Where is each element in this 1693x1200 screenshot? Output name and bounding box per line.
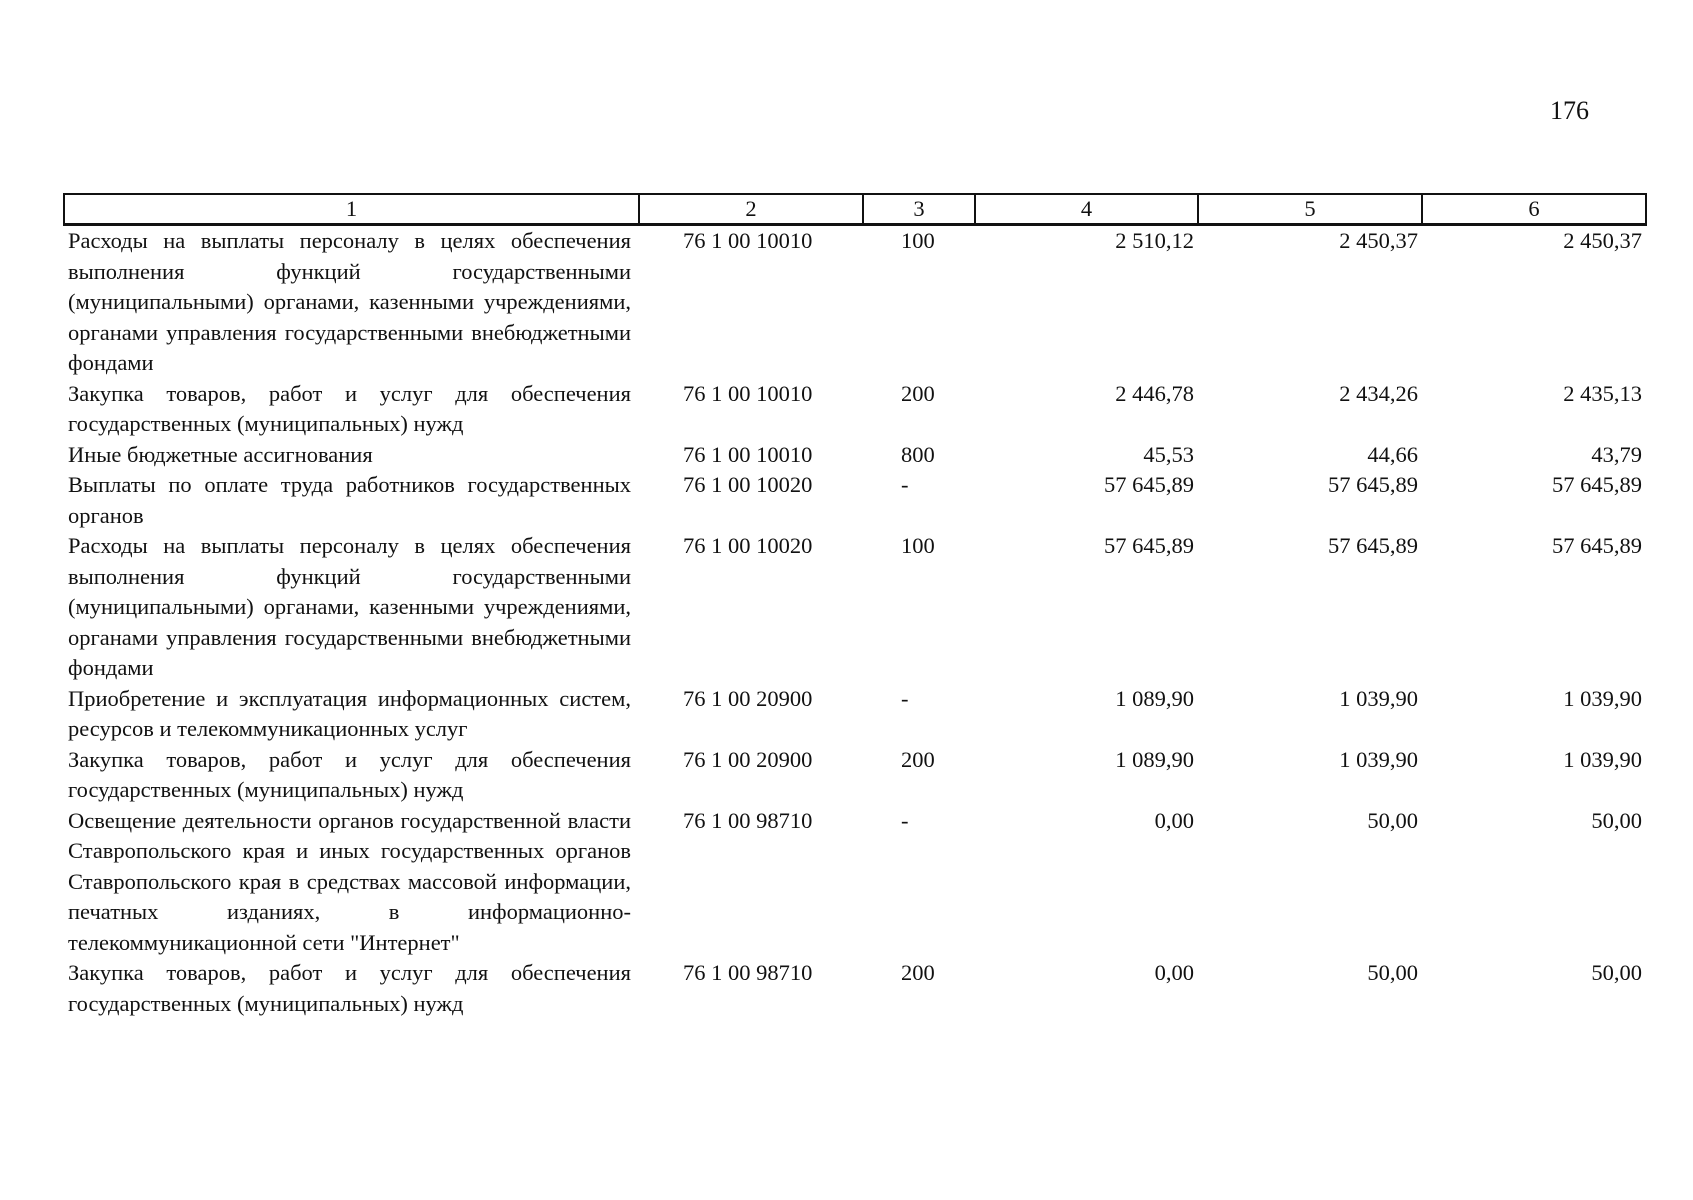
row-value-col-6: 57 645,89 <box>1552 472 1642 497</box>
row-value-col-4: 0,00 <box>1154 960 1194 985</box>
table-header <box>64 194 1646 225</box>
table-body <box>64 225 1646 1020</box>
row-value-col-5: 1 039,90 <box>1339 746 1418 772</box>
row-expense-type: 200 <box>901 746 935 772</box>
header-col-2: 2 <box>639 194 863 225</box>
row-value-col-6: 1 039,90 <box>1563 685 1642 711</box>
header-col-6: 6 <box>1422 194 1646 225</box>
header-col-1: 1 <box>64 194 639 225</box>
table-row <box>64 806 1646 959</box>
row-code: 76 1 00 10010 <box>683 380 813 406</box>
row-name: Расходы на выплаты персоналу в целях обеспечения выполнения функций государственными (муниципальными) органами, казенными учреждениями, органами управления государственными внебюджетными фондами <box>68 533 631 680</box>
table-row <box>64 440 1646 471</box>
row-value-col-5: 2 434,26 <box>1339 380 1418 406</box>
table-row <box>64 684 1646 745</box>
row-code: 76 1 00 10020 <box>683 533 813 558</box>
row-value-col-4: 2 446,78 <box>1115 380 1194 406</box>
table-row <box>64 379 1646 440</box>
budget-table <box>63 193 1647 1019</box>
table-row <box>64 745 1646 806</box>
header-row <box>64 194 1646 225</box>
row-name: Выплаты по оплате труда работников государственных органов <box>68 472 631 528</box>
row-value-col-6: 50,00 <box>1591 807 1642 833</box>
table-row <box>64 470 1646 531</box>
row-value-col-6: 57 645,89 <box>1552 533 1642 558</box>
row-code: 76 1 00 98710 <box>683 960 813 985</box>
row-value-col-5: 50,00 <box>1367 807 1418 833</box>
row-value-col-5: 57 645,89 <box>1328 472 1418 497</box>
row-expense-type: - <box>901 472 909 497</box>
row-value-col-4: 1 089,90 <box>1115 685 1194 711</box>
table-row <box>64 958 1646 1019</box>
row-name: Освещение деятельности органов государственной власти Ставропольского края и иных государственных органов Ставропольского края в средствах массовой информации, печатных изданиях, в информационно-телекоммуникационной сети "Интернет" <box>68 807 631 955</box>
row-expense-type: - <box>901 685 909 711</box>
header-col-5: 5 <box>1198 194 1422 225</box>
row-value-col-4: 1 089,90 <box>1115 746 1194 772</box>
row-value-col-5: 44,66 <box>1367 441 1418 467</box>
row-value-col-5: 1 039,90 <box>1339 685 1418 711</box>
header-col-4: 4 <box>975 194 1198 225</box>
row-value-col-5: 57 645,89 <box>1328 533 1418 558</box>
table-row <box>64 225 1646 379</box>
row-value-col-4: 2 510,12 <box>1115 228 1194 253</box>
row-code: 76 1 00 20900 <box>683 746 813 772</box>
row-name: Закупка товаров, работ и услуг для обеспечения государственных (муниципальных) нужд <box>68 380 631 436</box>
row-value-col-6: 1 039,90 <box>1563 746 1642 772</box>
table-row <box>64 531 1646 684</box>
row-value-col-4: 0,00 <box>1154 807 1194 833</box>
page-number: 176 <box>1550 96 1589 125</box>
row-code: 76 1 00 10020 <box>683 472 813 497</box>
row-name: Приобретение и эксплуатация информационных систем, ресурсов и телекоммуникационных услуг <box>68 685 631 741</box>
row-value-col-6: 43,79 <box>1591 441 1642 467</box>
header-col-3: 3 <box>863 194 975 225</box>
row-expense-type: 200 <box>901 960 935 985</box>
row-name: Расходы на выплаты персоналу в целях обеспечения выполнения функций государственными (муниципальными) органами, казенными учреждениями, органами управления государственными внебюджетными фондами <box>68 228 631 375</box>
row-value-col-4: 45,53 <box>1143 441 1194 467</box>
row-code: 76 1 00 20900 <box>683 685 813 711</box>
row-value-col-6: 2 450,37 <box>1563 228 1642 253</box>
row-value-col-6: 2 435,13 <box>1563 380 1642 406</box>
row-name: Закупка товаров, работ и услуг для обеспечения государственных (муниципальных) нужд <box>68 746 631 802</box>
row-code: 76 1 00 10010 <box>683 441 813 467</box>
row-expense-type: 200 <box>901 380 935 406</box>
row-name: Закупка товаров, работ и услуг для обеспечения государственных (муниципальных) нужд <box>68 960 631 1016</box>
row-value-col-5: 2 450,37 <box>1339 228 1418 253</box>
row-code: 76 1 00 98710 <box>683 807 813 833</box>
row-expense-type: 800 <box>901 441 935 467</box>
row-expense-type: - <box>901 807 909 833</box>
row-name: Иные бюджетные ассигнования <box>68 441 373 467</box>
row-value-col-5: 50,00 <box>1367 960 1418 985</box>
row-value-col-4: 57 645,89 <box>1104 533 1194 558</box>
row-expense-type: 100 <box>901 533 935 558</box>
row-code: 76 1 00 10010 <box>683 228 813 253</box>
row-expense-type: 100 <box>901 228 935 253</box>
row-value-col-6: 50,00 <box>1591 960 1642 985</box>
row-value-col-4: 57 645,89 <box>1104 472 1194 497</box>
